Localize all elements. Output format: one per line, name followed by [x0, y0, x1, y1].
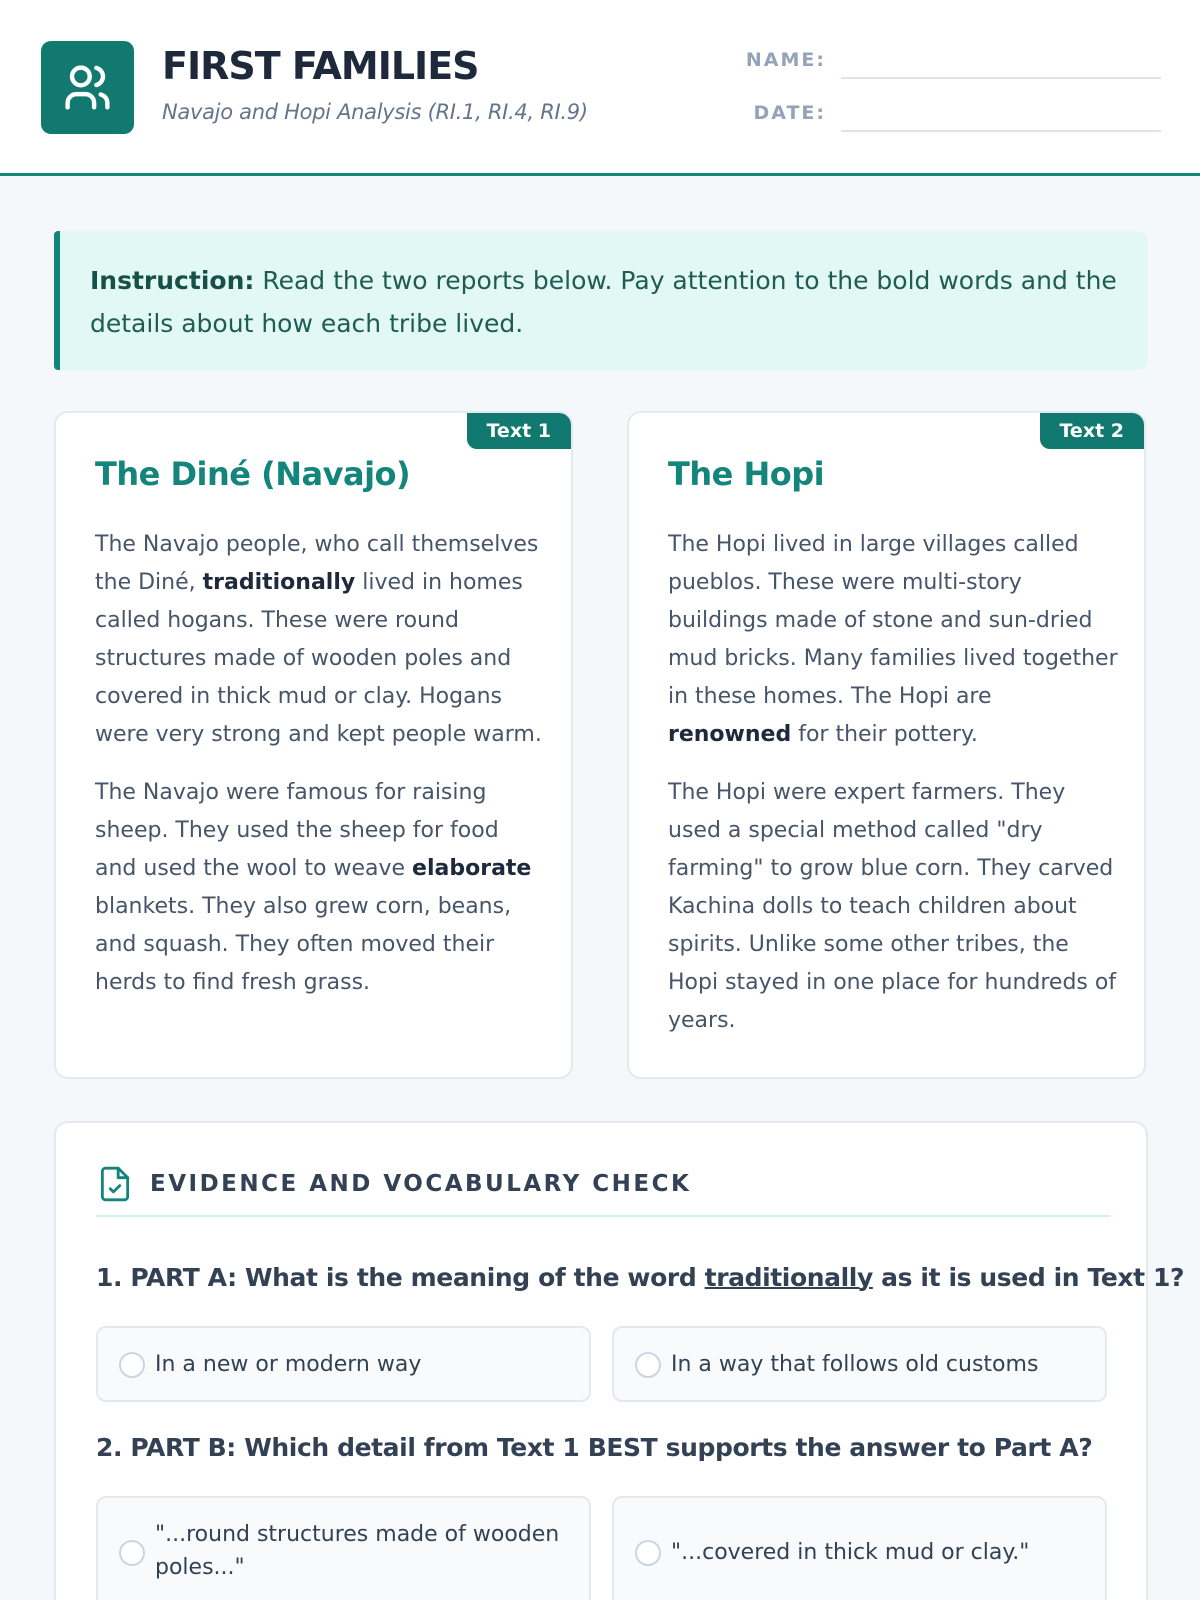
text-run: lived in homes called hogans. These were round structures made of wooden poles and covered in thick mud or clay. Hogans were very strong and kept people warm. [95, 570, 542, 747]
instruction-lead: Instruction: [90, 266, 255, 295]
text-run: blankets. They also grew corn, beans, and squash. They often moved their herds to find fresh grass. [95, 894, 512, 995]
vocab-word: traditionally [202, 570, 356, 595]
users-icon [61, 61, 114, 114]
text-body [95, 526, 545, 1022]
text-body [668, 526, 1118, 1060]
text-run: The Navajo were famous for raising sheep. They used the sheep for food and used the wool to weave [95, 780, 499, 881]
evidence-vocabulary-section [54, 1121, 1185, 1600]
q1-option-b[interactable] [612, 1326, 1107, 1402]
vocab-word: elaborate [412, 856, 532, 881]
text-tag: Text 1 [467, 413, 572, 449]
page-title: FIRST FAMILIES [162, 44, 479, 88]
text-run: The Navajo people, who call themselves the Diné, [95, 532, 539, 595]
date-label: DATE: [753, 102, 826, 124]
section-header [96, 1165, 1110, 1217]
radio-button[interactable] [635, 1540, 661, 1566]
instruction-text: Read the two reports below. Pay attention to the bold words and the details about how each tribe lived. [90, 266, 1117, 338]
section-title: EVIDENCE AND VOCABULARY CHECK [150, 1171, 692, 1197]
name-label: NAME: [745, 49, 826, 71]
text-run: for their pottery. [791, 722, 978, 747]
name-field[interactable] [841, 77, 1161, 79]
text-tag: Text 2 [1040, 413, 1145, 449]
question-text: as it is used in Text 1? [872, 1263, 1185, 1292]
question-1 [96, 1263, 1184, 1292]
text-card-navajo [54, 411, 573, 1079]
paragraph [95, 774, 545, 1002]
text-title: The Hopi [668, 455, 825, 493]
paragraph [668, 774, 1118, 1040]
question-2: 2. PART B: Which detail from Text 1 BEST supports the answer to Part A? [96, 1433, 1093, 1462]
date-field[interactable] [841, 130, 1161, 132]
paragraph [95, 526, 545, 754]
q2-option-b[interactable] [612, 1496, 1107, 1600]
option-label: In a way that follows old customs [671, 1352, 1039, 1377]
question-text: 1. PART A: What is the meaning of the word [96, 1263, 705, 1292]
worksheet-header [0, 0, 1200, 176]
page-subtitle: Navajo and Hopi Analysis (RI.1, RI.4, RI.9) [162, 100, 588, 124]
paragraph [668, 526, 1118, 754]
option-label: In a new or modern way [155, 1352, 422, 1377]
logo [41, 41, 134, 134]
instruction-box [54, 231, 1148, 370]
q2-option-a[interactable] [96, 1496, 591, 1600]
text-card-hopi [627, 411, 1146, 1079]
option-label: "...covered in thick mud or clay." [671, 1540, 1030, 1565]
radio-button[interactable] [635, 1352, 661, 1378]
q1-option-a[interactable] [96, 1326, 591, 1402]
file-check-icon [96, 1165, 134, 1203]
option-label: "...round structures made of wooden poles..." [155, 1522, 560, 1580]
text-run: The Hopi were expert farmers. They used a special method called "dry farming" to grow blue corn. They carved Kachina dolls to teach children about spirits. Unlike some other tribes, the Hopi stayed in one place for hundreds of years. [668, 780, 1117, 1033]
radio-button[interactable] [119, 1540, 145, 1566]
text-run: The Hopi lived in large villages called pueblos. These were multi-story buildings made of stone and sun-dried mud bricks. Many families lived together in these homes. The Hopi are [668, 532, 1118, 709]
vocab-word: renowned [668, 722, 792, 747]
text-title: The Diné (Navajo) [95, 455, 411, 493]
vocab-word: traditionally [704, 1263, 873, 1292]
radio-button[interactable] [119, 1352, 145, 1378]
